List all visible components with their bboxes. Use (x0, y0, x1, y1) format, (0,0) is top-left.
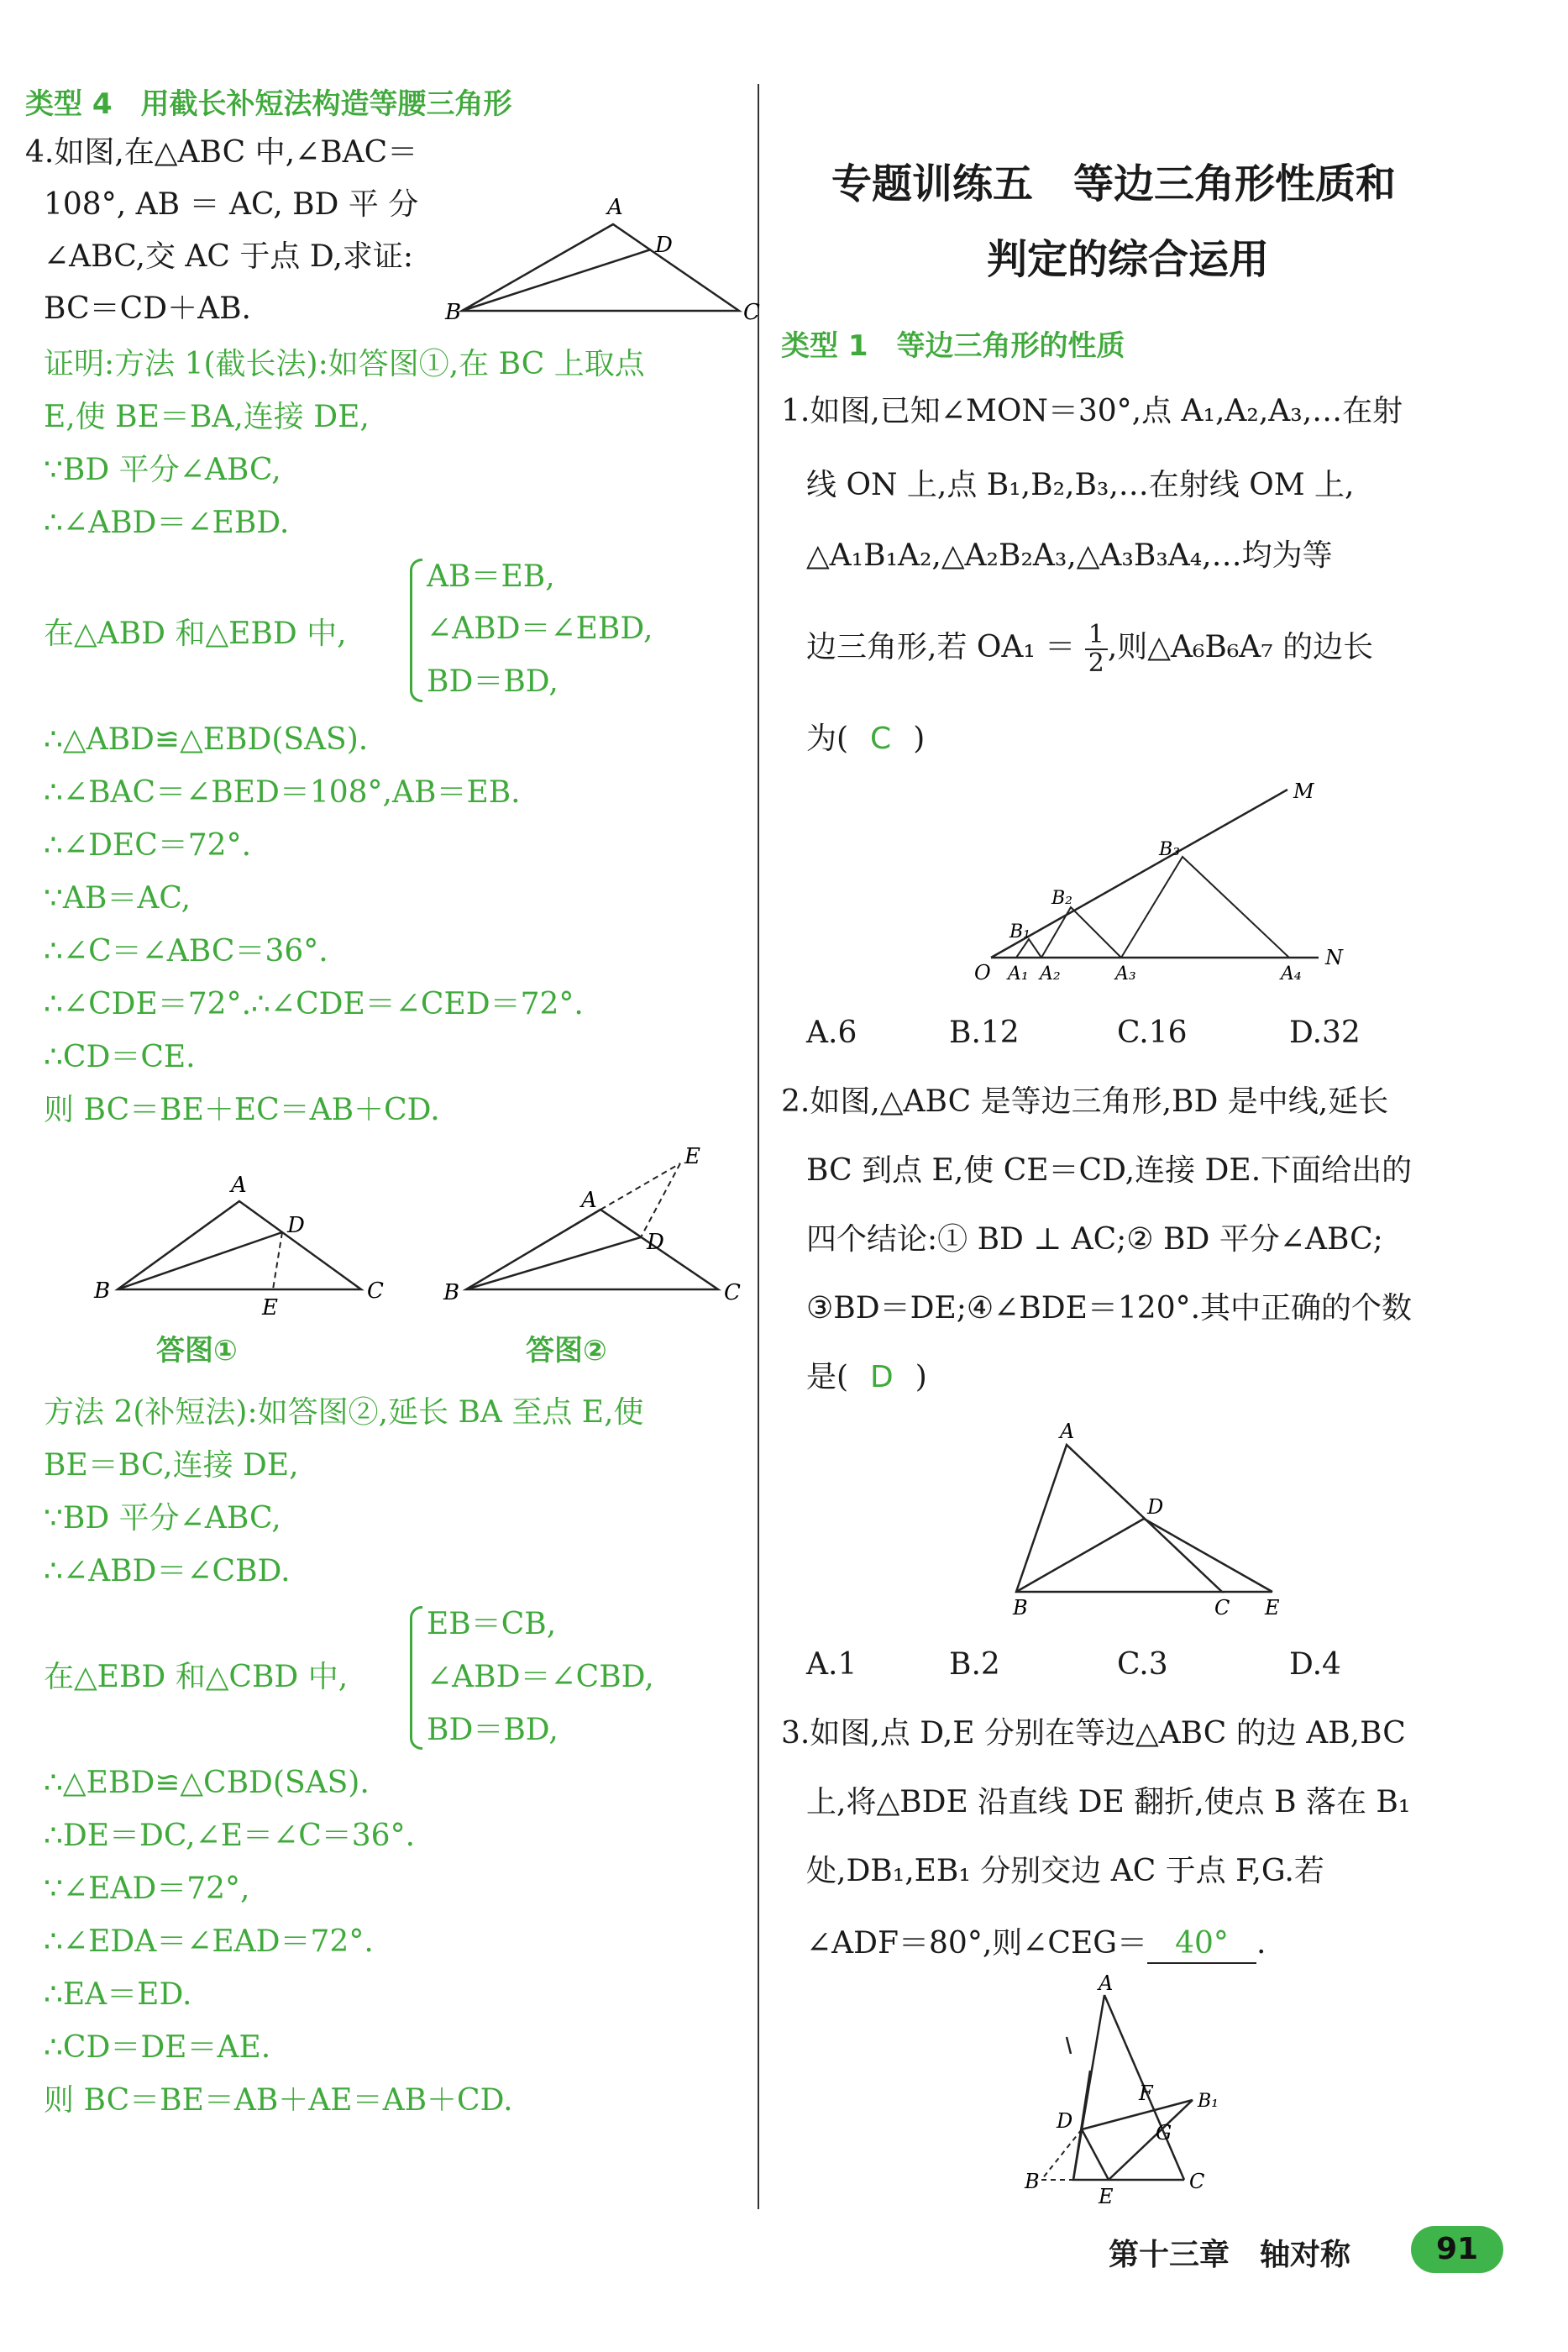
section-title: 专题训练五 等边三角形性质和 (831, 160, 1397, 207)
label-d: D (287, 1213, 305, 1238)
label-b: B (445, 300, 462, 325)
q2-line: 四个结论:① BD ⊥ AC;② BD 平分∠ABC; (806, 1222, 1383, 1257)
q1-line: 1.如图,已知∠MON＝30°,点 A₁,A₂,A₃,…在射 (781, 394, 1403, 428)
caption-figure-1: 答图① (156, 1334, 238, 1368)
proof-line: E,使 BE＝BA,连接 DE, (44, 400, 370, 434)
label-a2: A₂ (1040, 963, 1061, 984)
label-m: M (1293, 780, 1314, 803)
proof-line: ∵AB＝AC, (44, 881, 191, 916)
q2-option: A.1 (806, 1647, 857, 1682)
q4-figure (445, 189, 764, 328)
q2-answer: D (870, 1360, 894, 1394)
q3-answer: 40° (1147, 1925, 1256, 1964)
q1-text: 为( (806, 722, 849, 756)
system-line: ∠ABD＝∠CBD, (427, 1660, 654, 1694)
proof-line: ∵BD 平分∠ABC, (44, 453, 281, 487)
q2-figure (1013, 1420, 1285, 1621)
q2-text: 是( (806, 1360, 849, 1394)
proof-line: ∴CD＝DE＝AE. (44, 2030, 271, 2065)
segment-de (1144, 1519, 1272, 1592)
system-line: EB＝CB, (427, 1607, 557, 1641)
label-e: E (1265, 1596, 1280, 1620)
proof-line: ∴△EBD≌△CBD(SAS). (44, 1766, 370, 1800)
segment-bd (1016, 1519, 1144, 1592)
label-c: C (743, 300, 760, 325)
q2-option: D.4 (1289, 1647, 1341, 1682)
label-c: C (1214, 1596, 1230, 1620)
q1-option: B.12 (949, 1016, 1020, 1050)
label-b2: B₂ (1051, 888, 1072, 909)
label-c: C (367, 1278, 384, 1304)
q4-line: 4.如图,在△ABC 中,∠BAC＝ (25, 135, 418, 170)
q3-line: 处,DB₁,EB₁ 分别交边 AC 于点 F,G.若 (806, 1854, 1324, 1888)
proof-line: 方法 2(补短法):如答图②,延长 BA 至点 E,使 (44, 1395, 644, 1430)
caption-figure-2: 答图② (526, 1334, 607, 1368)
label-b: B (443, 1280, 460, 1305)
triangle-2 (1041, 907, 1121, 958)
label-b3: B₃ (1159, 839, 1180, 860)
proof-line: ∴∠ABD＝∠EBD. (44, 506, 290, 540)
proof-line: ∴∠DEC＝72°. (44, 828, 252, 863)
label-b: B (1025, 2170, 1040, 2193)
label-o: O (974, 961, 991, 984)
label-a: A (607, 195, 623, 220)
line-ab-extension (1067, 2037, 1071, 2054)
proof-line: ∴EA＝ED. (44, 1977, 192, 2012)
ray-om (991, 790, 1287, 958)
q3-line: 上,将△BDE 沿直线 DE 翻折,使点 B 落在 B₁ (806, 1785, 1411, 1819)
q1-line-4 (806, 622, 1373, 677)
q2-option: B.2 (949, 1647, 1000, 1682)
q1-option: C.16 (1117, 1016, 1188, 1050)
fraction-denominator: 2 (1088, 648, 1104, 678)
q4-line: ∠ABC,交 AC 于点 D,求证: (44, 239, 414, 274)
q1-answer: C (870, 722, 892, 756)
segment-de (1082, 2129, 1109, 2180)
label-c: C (724, 1280, 741, 1305)
segment-ab-lower (1073, 2071, 1090, 2180)
proof-line: ∴∠BAC＝∠BED＝108°,AB＝EB. (44, 775, 521, 810)
chapter-label: 第十三章 轴对称 (1109, 2238, 1351, 2272)
label-e: E (1099, 2185, 1114, 2208)
triangle-abc (1016, 1445, 1222, 1592)
proof-line: ∵BD 平分∠ABC, (44, 1501, 281, 1536)
label-d: D (655, 233, 673, 258)
q2-line: 2.如图,△ABC 是等边三角形,BD 是中线,延长 (781, 1084, 1389, 1119)
proof-line: 则 BC＝BE＝AB＋AE＝AB＋CD. (44, 2083, 513, 2118)
q1-line-5 (806, 721, 925, 758)
segment-bd (462, 249, 651, 311)
proof-line: ∴∠C＝∠ABC＝36°. (44, 934, 328, 969)
proof-line: ∴DE＝DC,∠E＝∠C＝36°. (44, 1819, 416, 1853)
label-b: B (94, 1278, 111, 1304)
triangle-3 (1121, 857, 1289, 958)
label-a: A (581, 1188, 597, 1213)
q1-option: A.6 (806, 1016, 857, 1050)
label-a3: A₃ (1115, 963, 1136, 984)
q3-line: 3.如图,点 D,E 分别在等边△ABC 的边 AB,BC (781, 1716, 1406, 1751)
section-title: 判定的综合运用 (987, 236, 1270, 283)
proof-line: ∵∠EAD＝72°, (44, 1872, 250, 1906)
q1-line: 线 ON 上,点 B₁,B₂,B₃,…在射线 OM 上, (806, 468, 1355, 502)
label-a4: A₄ (1281, 963, 1302, 984)
answer-figure-1 (59, 1172, 386, 1323)
system-line: BD＝BD, (427, 664, 559, 699)
label-n: N (1325, 946, 1343, 969)
q1-line: △A₁B₁A₂,△A₂B₂A₃,△A₃B₃A₄,…均为等 (806, 538, 1333, 573)
q2-line: BC 到点 E,使 CE＝CD,连接 DE.下面给出的 (806, 1153, 1413, 1188)
label-a: A (231, 1173, 247, 1198)
q1-text: ,则△A₆B₆A₇ 的边长 (1107, 630, 1374, 664)
answer-figure-2 (428, 1138, 747, 1323)
q1-text: ) (913, 722, 926, 756)
segment-de (273, 1232, 282, 1289)
system-line: BD＝BD, (427, 1713, 559, 1747)
label-e: E (262, 1295, 278, 1320)
segment-bd (118, 1232, 282, 1289)
label-d: D (647, 1230, 664, 1255)
q4-line: 108°, AB ＝ AC, BD 平 分 (44, 187, 419, 222)
proof-line: 证明:方法 1(截长法):如答图①,在 BC 上取点 (44, 347, 645, 381)
system-brace (410, 1606, 422, 1750)
proof-line: ∴∠ABD＝∠CBD. (44, 1554, 291, 1588)
proof-line: BE＝BC,连接 DE, (44, 1448, 299, 1483)
type-4-heading: 类型 4 用截长补短法构造等腰三角形 (25, 87, 512, 121)
q4-line: BC＝CD＋AB. (44, 291, 251, 326)
label-b: B (1013, 1596, 1028, 1620)
sides-ab-bc (1073, 1995, 1184, 2180)
label-b1: B₁ (1198, 2091, 1219, 2112)
segment-bd (466, 1237, 641, 1289)
label-a1: A₁ (1008, 963, 1029, 984)
proof-line: ∴CD＝CE. (44, 1040, 196, 1074)
q2-option: C.3 (1117, 1647, 1168, 1682)
column-divider (758, 84, 759, 2209)
q2-text: ) (915, 1360, 927, 1394)
system-line: ∠ABD＝∠EBD, (427, 612, 653, 646)
label-f: F (1139, 2082, 1153, 2105)
q1-option: D.32 (1289, 1016, 1361, 1050)
q3-text: . (1256, 1926, 1266, 1961)
q3-text: ∠ADF＝80°,则∠CEG＝ (806, 1926, 1148, 1961)
label-d: D (1147, 1495, 1164, 1519)
label-g: G (1156, 2121, 1172, 2145)
label-c: C (1189, 2170, 1205, 2193)
fraction-numerator: 1 (1085, 622, 1108, 650)
proof-line: ∴∠CDE＝72°.∴∠CDE＝∠CED＝72°. (44, 987, 584, 1021)
label-e: E (684, 1144, 700, 1169)
q2-line-5 (806, 1359, 927, 1396)
proof-line: ∴∠EDA＝∠EAD＝72°. (44, 1924, 374, 1959)
label-b1: B₁ (1009, 921, 1030, 942)
system-brace (410, 559, 422, 702)
fraction (1085, 622, 1108, 677)
type-1-heading: 类型 1 等边三角形的性质 (781, 329, 1125, 363)
system-line: AB＝EB, (427, 559, 555, 594)
q3-figure (1025, 1971, 1251, 2213)
q1-figure (966, 781, 1352, 991)
q3-line-4 (806, 1925, 1266, 1964)
label-d: D (1057, 2109, 1073, 2133)
label-a: A (1099, 1971, 1114, 1995)
system-prefix: 在△ABD 和△EBD 中, (44, 617, 347, 651)
q1-text: 边三角形,若 OA₁ ＝ (806, 630, 1085, 664)
segment-db-folded (1041, 2129, 1082, 2180)
segment-ed (641, 1163, 680, 1237)
label-a: A (1060, 1420, 1075, 1443)
system-prefix: 在△EBD 和△CBD 中, (44, 1660, 349, 1694)
q2-line: ③BD＝DE;④∠BDE＝120°.其中正确的个数 (806, 1291, 1413, 1326)
proof-line: ∴△ABD≌△EBD(SAS). (44, 722, 369, 757)
proof-line: 则 BC＝BE＋EC＝AB＋CD. (44, 1093, 440, 1127)
page-number: 91 (1411, 2226, 1503, 2273)
